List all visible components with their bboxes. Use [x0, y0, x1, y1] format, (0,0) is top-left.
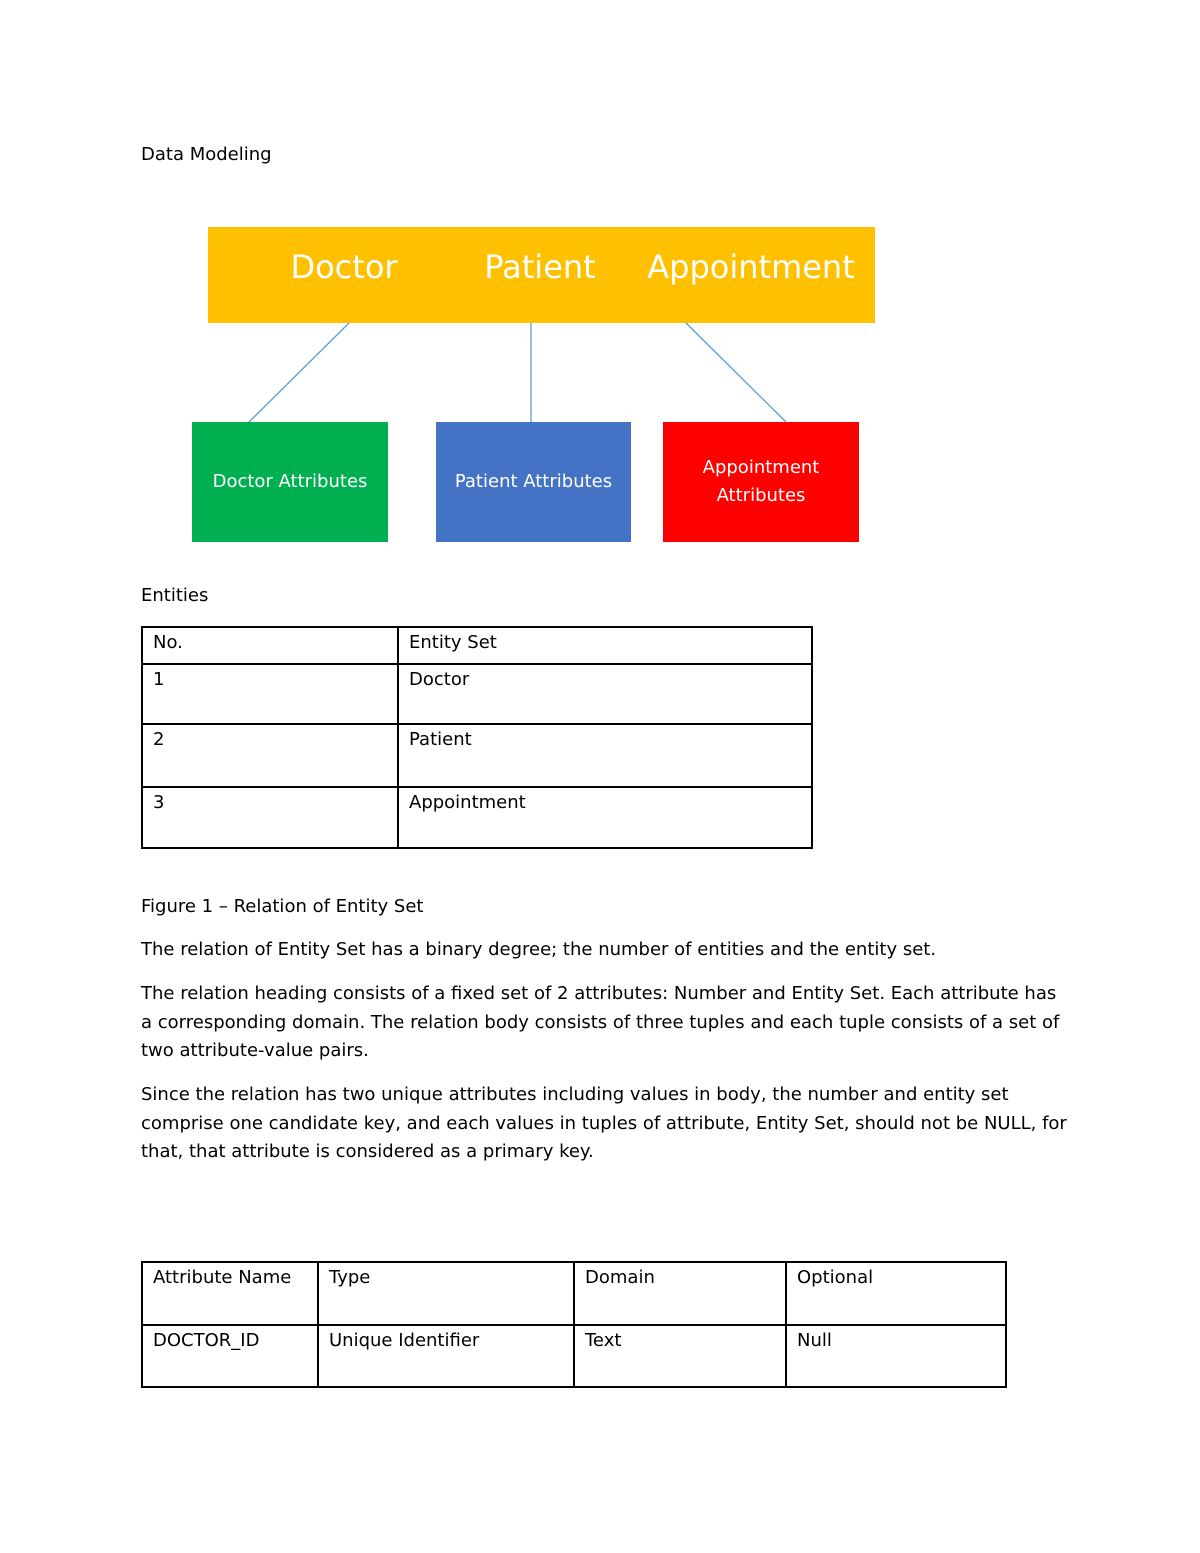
table-cell: 2	[142, 724, 398, 787]
table-cell: Patient	[398, 724, 812, 787]
appointment-attributes-box: Appointment Attributes	[663, 422, 859, 542]
table-row	[142, 664, 812, 724]
attribute-table	[141, 1261, 1007, 1388]
banner-label-appointment: Appointment	[647, 248, 855, 286]
header-cell-attribute-name: Attribute Name	[142, 1262, 318, 1325]
table-header-row	[142, 627, 812, 664]
table-cell: Unique Identifier	[318, 1325, 574, 1387]
paragraph-1: The relation of Entity Set has a binary degree; the number of entities and the entity set.	[141, 939, 937, 960]
table-row	[142, 1325, 1006, 1387]
paragraph-2: The relation heading consists of a fixed set of 2 attributes: Number and Entity Set. Each attribute has a corresponding domain. The relation body consists of three tuples and each tuple consists of a set of two attribute-value pairs.	[141, 983, 1060, 1061]
table-row	[142, 724, 812, 787]
header-cell-domain: Domain	[574, 1262, 786, 1325]
table-row	[142, 787, 812, 848]
header-cell-entity-set: Entity Set	[398, 627, 812, 664]
table-cell: Text	[574, 1325, 786, 1387]
page-heading: Data Modeling	[141, 144, 272, 165]
connector-appointment	[686, 323, 786, 422]
entities-table	[141, 626, 813, 849]
table-cell: Appointment	[398, 787, 812, 848]
figure-caption: Figure 1 – Relation of Entity Set	[141, 896, 424, 917]
entities-label: Entities	[141, 585, 209, 606]
table-cell: 3	[142, 787, 398, 848]
header-cell-type: Type	[318, 1262, 574, 1325]
doctor-attributes-box: Doctor Attributes	[192, 422, 388, 542]
paragraph-3: Since the relation has two unique attributes including values in body, the number and entity set comprise one candidate key, and each values in tuples of attribute, Entity Set, should not be NULL, for that, that attribute is considered as a primary key.	[141, 1084, 1067, 1162]
table-cell: DOCTOR_ID	[142, 1325, 318, 1387]
table-cell: Doctor	[398, 664, 812, 724]
header-cell-no: No.	[142, 627, 398, 664]
banner-label-doctor: Doctor	[290, 248, 398, 286]
table-cell: Null	[786, 1325, 1006, 1387]
patient-attributes-box: Patient Attributes	[436, 422, 631, 542]
table-cell: 1	[142, 664, 398, 724]
connector-doctor	[249, 323, 349, 422]
banner-label-patient: Patient	[484, 248, 596, 286]
table-header-row	[142, 1262, 1006, 1325]
header-cell-optional: Optional	[786, 1262, 1006, 1325]
